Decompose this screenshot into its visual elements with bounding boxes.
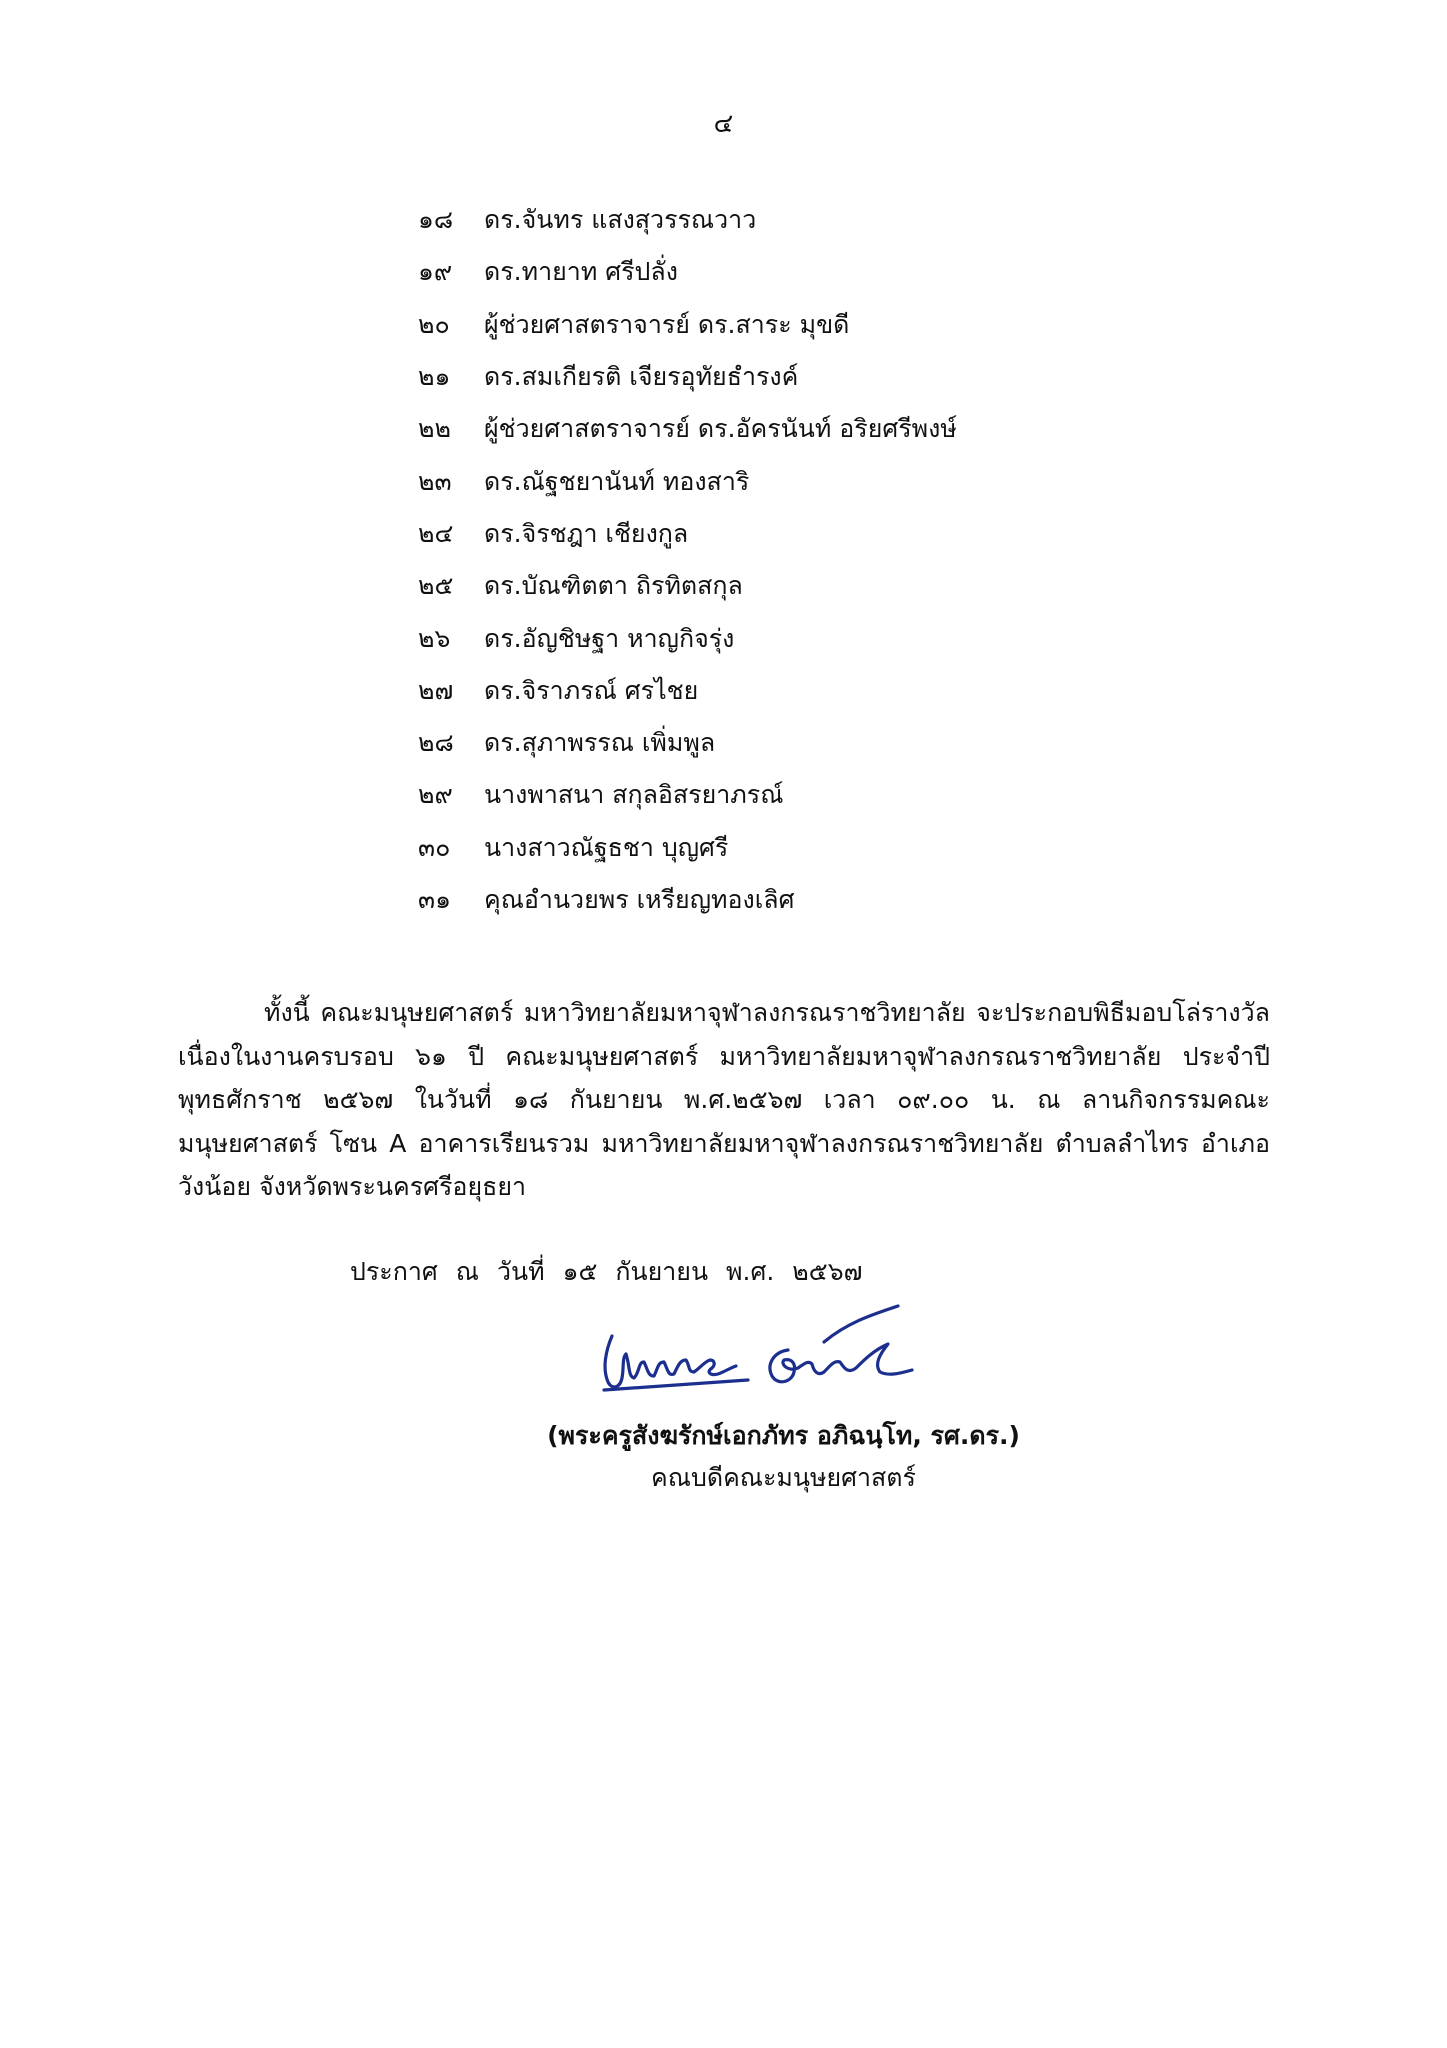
list-item (418, 194, 957, 246)
item-number: ๒๑ (418, 362, 451, 392)
signature-flourish (824, 1306, 898, 1342)
list-item (418, 822, 957, 874)
signer-title: คณบดีคณะมนุษยศาสตร์ (651, 1463, 916, 1492)
announcement-at: ณ (455, 1257, 479, 1286)
item-name: ผู้ช่วยศาสตราจารย์ ดร.สาระ มุขดี (484, 309, 850, 339)
list-item (418, 769, 957, 821)
announcement-era: พ.ศ. (726, 1257, 775, 1286)
item-name: ดร.สมเกียรติ เจียรอุทัยธำรงค์ (484, 362, 799, 392)
item-name: ดร.อัญชิษฐา หาญกิจรุ่ง (484, 623, 735, 653)
item-name: ดร.จิรชฎา เชียงกูล (484, 518, 689, 548)
list-item (418, 560, 957, 612)
item-number: ๒๘ (418, 728, 454, 758)
item-number: ๒๐ (418, 309, 450, 339)
item-number: ๒๖ (418, 623, 451, 653)
item-name: ดร.ณัฐชยานันท์ ทองสาริ (484, 466, 750, 496)
list-item (418, 717, 957, 769)
item-number: ๑๘ (418, 205, 454, 235)
name-list (418, 194, 957, 926)
item-name: ดร.บัณฑิตตา ถิรทิตสกุล (484, 571, 743, 601)
list-item (418, 612, 957, 664)
list-item (418, 351, 957, 403)
signature-stroke-first (605, 1336, 736, 1387)
body-paragraph (178, 991, 1270, 1209)
list-item (418, 246, 957, 298)
signature-underline (604, 1380, 748, 1390)
announcement-month: กันยายน (615, 1257, 709, 1286)
item-name: คุณอำนวยพร เหรียญทองเลิศ (484, 885, 795, 914)
item-number: ๒๗ (418, 675, 454, 705)
item-name: ดร.สุภาพรรณ เพิ่มพูล (484, 728, 716, 758)
item-number: ๒๙ (418, 780, 453, 810)
list-item (418, 508, 957, 560)
item-name: ดร.ทายาท ศรีปลั่ง (484, 257, 678, 287)
item-number: ๒๓ (418, 466, 452, 496)
item-name: นางพาสนา สกุลอิสรยาภรณ์ (484, 780, 784, 810)
item-number: ๒๕ (418, 571, 454, 601)
list-item (418, 874, 957, 926)
announcement-date-label: วันที่ (496, 1257, 545, 1286)
item-name: ดร.จิราภรณ์ ศรไชย (484, 675, 699, 705)
list-item (418, 403, 957, 455)
item-name: นางสาวณัฐธชา บุญศรี (484, 832, 729, 862)
item-name: ผู้ช่วยศาสตราจารย์ ดร.อัครนันท์ อริยศรีพงษ์ (484, 414, 957, 444)
item-number: ๑๙ (418, 257, 453, 287)
list-item (418, 299, 957, 351)
item-number: ๓๑ (418, 885, 451, 914)
item-number: ๒๔ (418, 518, 454, 548)
page-number: ๔ (713, 109, 734, 139)
signer-name: (พระครูสังฆรักษ์เอกภัทร อภิฉนฺโท, รศ.ดร.) (547, 1421, 1020, 1450)
announcement-year: ๒๕๖๗ (792, 1257, 863, 1286)
item-number: ๓๐ (418, 832, 451, 862)
signature-stroke-second (770, 1344, 912, 1382)
announcement-label: ประกาศ (350, 1257, 438, 1286)
item-number: ๒๒ (418, 414, 451, 444)
signature (598, 1302, 928, 1410)
announcement-line (350, 1256, 880, 1288)
body-paragraph-text: ทั้งนี้ คณะมนุษยศาสตร์ มหาวิทยาลัยมหาจุฬาลงกรณราชวิทยาลัย จะประกอบพิธีมอบโล่รางวัล เนื่องในงานครบรอบ ๖๑ ปี คณะมนุษยศาสตร์ มหาวิทยาลัยมหาจุฬาลงกรณราชวิทยาลัย ประจำปี พุทธศักราช ๒๕๖๗ ในวันที่ ๑๘ กันยายน พ.ศ.๒๕๖๗ เวลา ๐๙.๐๐ น. ณ ลานกิจกรรมคณะมนุษยศาสตร์ โซน A อาคารเรียนรวม มหาวิทยาลัยมหาจุฬาลงกรณราชวิทยาลัย ตำบลลำไทร อำเภอวังน้อย จังหวัดพระนครศรีอยุธยา (178, 998, 1270, 1202)
announcement-day: ๑๕ (562, 1257, 598, 1286)
list-item (418, 455, 957, 507)
list-item (418, 665, 957, 717)
item-name: ดร.จันทร แสงสุวรรณวาว (484, 205, 757, 235)
